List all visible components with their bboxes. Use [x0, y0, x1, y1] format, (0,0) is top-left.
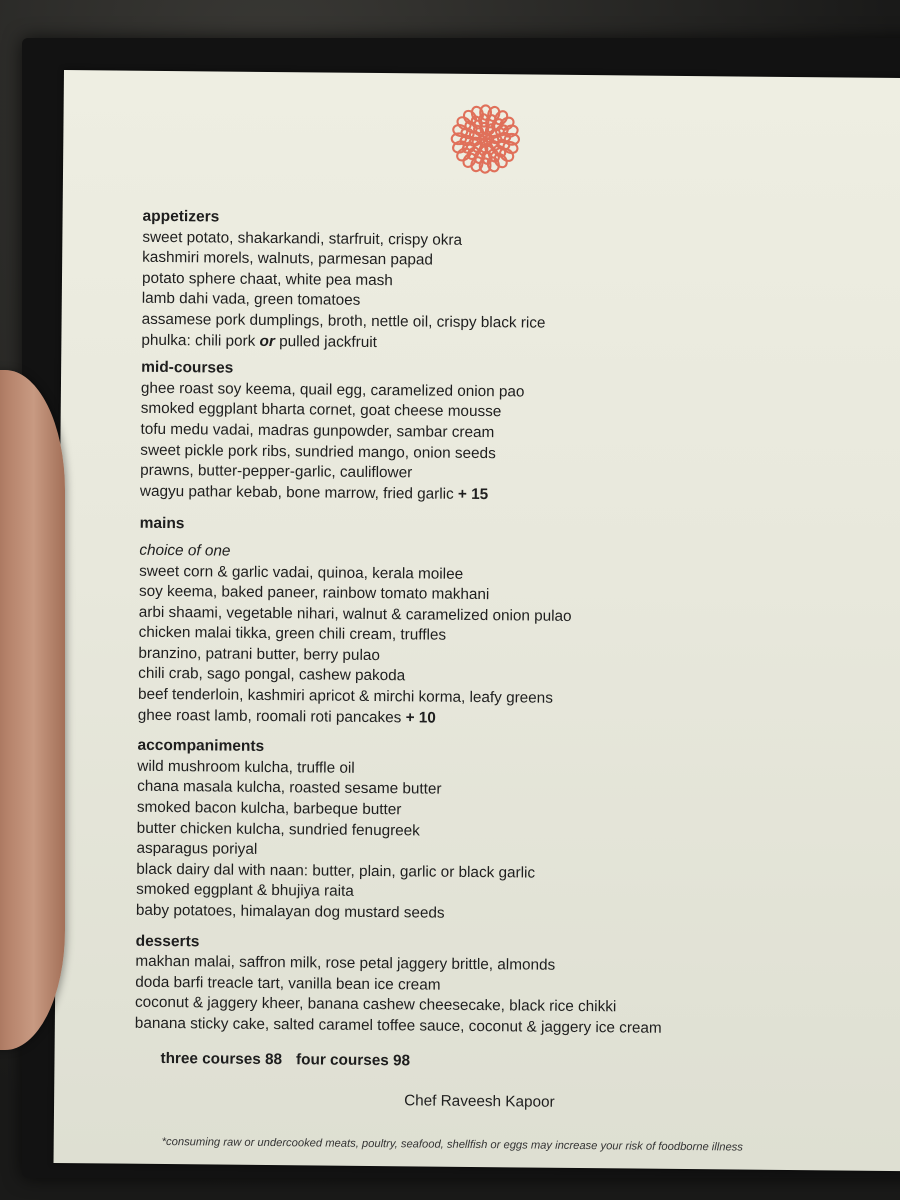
menu-item: sweet pickle pork ribs, sundried mango, onion seeds: [140, 441, 496, 462]
menu-content: [134, 207, 863, 1159]
menu-item: wild mushroom kulcha, truffle oil: [137, 757, 355, 777]
menu-item: branzino, patrani butter, berry pulao: [138, 644, 380, 664]
menu-item: lamb dahi vada, green tomatoes: [141, 290, 361, 310]
menu-page: [54, 70, 900, 1171]
menu-item: sweet potato, shakarkandi, starfruit, crispy okra: [142, 228, 463, 249]
course-pricing: [160, 1049, 854, 1076]
menu-item: smoked bacon kulcha, barbeque butter: [136, 798, 402, 819]
menu-item: banana sticky cake, salted caramel toffee sauce, coconut & jaggery ice cream: [134, 1014, 662, 1037]
mid-courses-section: [140, 358, 861, 509]
menu-item: tofu medu vadai, madras gunpowder, sambar cream: [140, 420, 495, 442]
menu-item: chana masala kulcha, roasted sesame butter: [137, 778, 442, 799]
food-safety-disclaimer: *consuming raw or undercooked meats, poultry, seafood, shellfish or eggs may increase your risk of foodborne illness: [161, 1135, 743, 1154]
menu-item: prawns, butter-pepper-garlic, cauliflower: [140, 461, 413, 482]
phulka-suffix: pulled jackfruit: [274, 332, 378, 351]
menu-item: baby potatoes, himalayan dog mustard seeds: [135, 901, 445, 922]
menu-item: smoked eggplant & bhujiya raita: [136, 881, 354, 901]
desserts-section: [135, 931, 856, 1041]
wagyu-label: wagyu pathar kebab, bone marrow, fried garlic: [139, 482, 459, 503]
menu-item: beef tenderloin, kashmiri apricot & mirchi korma, leafy greens: [137, 685, 553, 707]
section-heading-mains: mains: [139, 515, 185, 533]
menu-item: sweet corn & garlic vadai, quinoa, kerala moilee: [139, 562, 464, 583]
menu-item: arbi shaami, vegetable nihari, walnut & caramelized onion pulao: [138, 603, 572, 625]
supplement-price: + 10: [405, 708, 436, 727]
menu-item: kashmiri morels, walnuts, parmesan papad: [142, 248, 434, 269]
appetizers-section: [141, 207, 862, 358]
section-heading-appetizers: appetizers: [142, 207, 220, 226]
chef-name: Chef Raveesh Kapoor: [404, 1092, 555, 1111]
menu-item: soy keema, baked paneer, rainbow tomato makhani: [138, 582, 490, 604]
flower-logo-icon: [447, 101, 524, 178]
menu-item: butter chicken kulcha, sundried fenugreek: [136, 819, 420, 840]
three-courses-price: three courses 88: [160, 1049, 283, 1068]
lamb-label: ghee roast lamb, roomali roti pancakes: [137, 706, 406, 726]
menu-item: doda barfi treacle tart, vanilla bean ice cream: [135, 973, 441, 994]
phulka-prefix: phulka: chili pork: [141, 331, 260, 350]
mains-subheading: choice of one: [139, 541, 231, 560]
section-heading-desserts: desserts: [135, 932, 200, 950]
menu-item: smoked eggplant bharta cornet, goat cheese mousse: [140, 400, 502, 421]
menu-item: chicken malai tikka, green chili cream, truffles: [138, 624, 447, 644]
menu-item: potato sphere chaat, white pea mash: [141, 269, 393, 289]
phulka-or: or: [259, 332, 275, 350]
section-heading-mid-courses: mid-courses: [141, 358, 234, 377]
four-courses-price: four courses 98: [296, 1050, 411, 1069]
accompaniments-section: [136, 736, 858, 928]
thumb: [0, 370, 65, 1050]
supplement-price: + 15: [457, 485, 489, 503]
section-heading-accompaniments: accompaniments: [137, 736, 265, 756]
menu-item: coconut & jaggery kheer, banana cashew cheesecake, black rice chikki: [134, 994, 617, 1016]
menu-item: assamese pork dumplings, broth, nettle oil, crispy black rice: [141, 310, 546, 332]
menu-item: black dairy dal with naan: butter, plain, garlic or black garlic: [136, 860, 536, 882]
mains-section: [138, 514, 860, 733]
menu-item: asparagus poriyal: [136, 839, 258, 859]
menu-item: chili crab, sago pongal, cashew pakoda: [138, 665, 406, 685]
menu-item: makhan malai, saffron milk, rose petal jaggery brittle, almonds: [135, 952, 556, 974]
menu-item: ghee roast soy keema, quail egg, caramelized onion pao: [140, 379, 525, 401]
